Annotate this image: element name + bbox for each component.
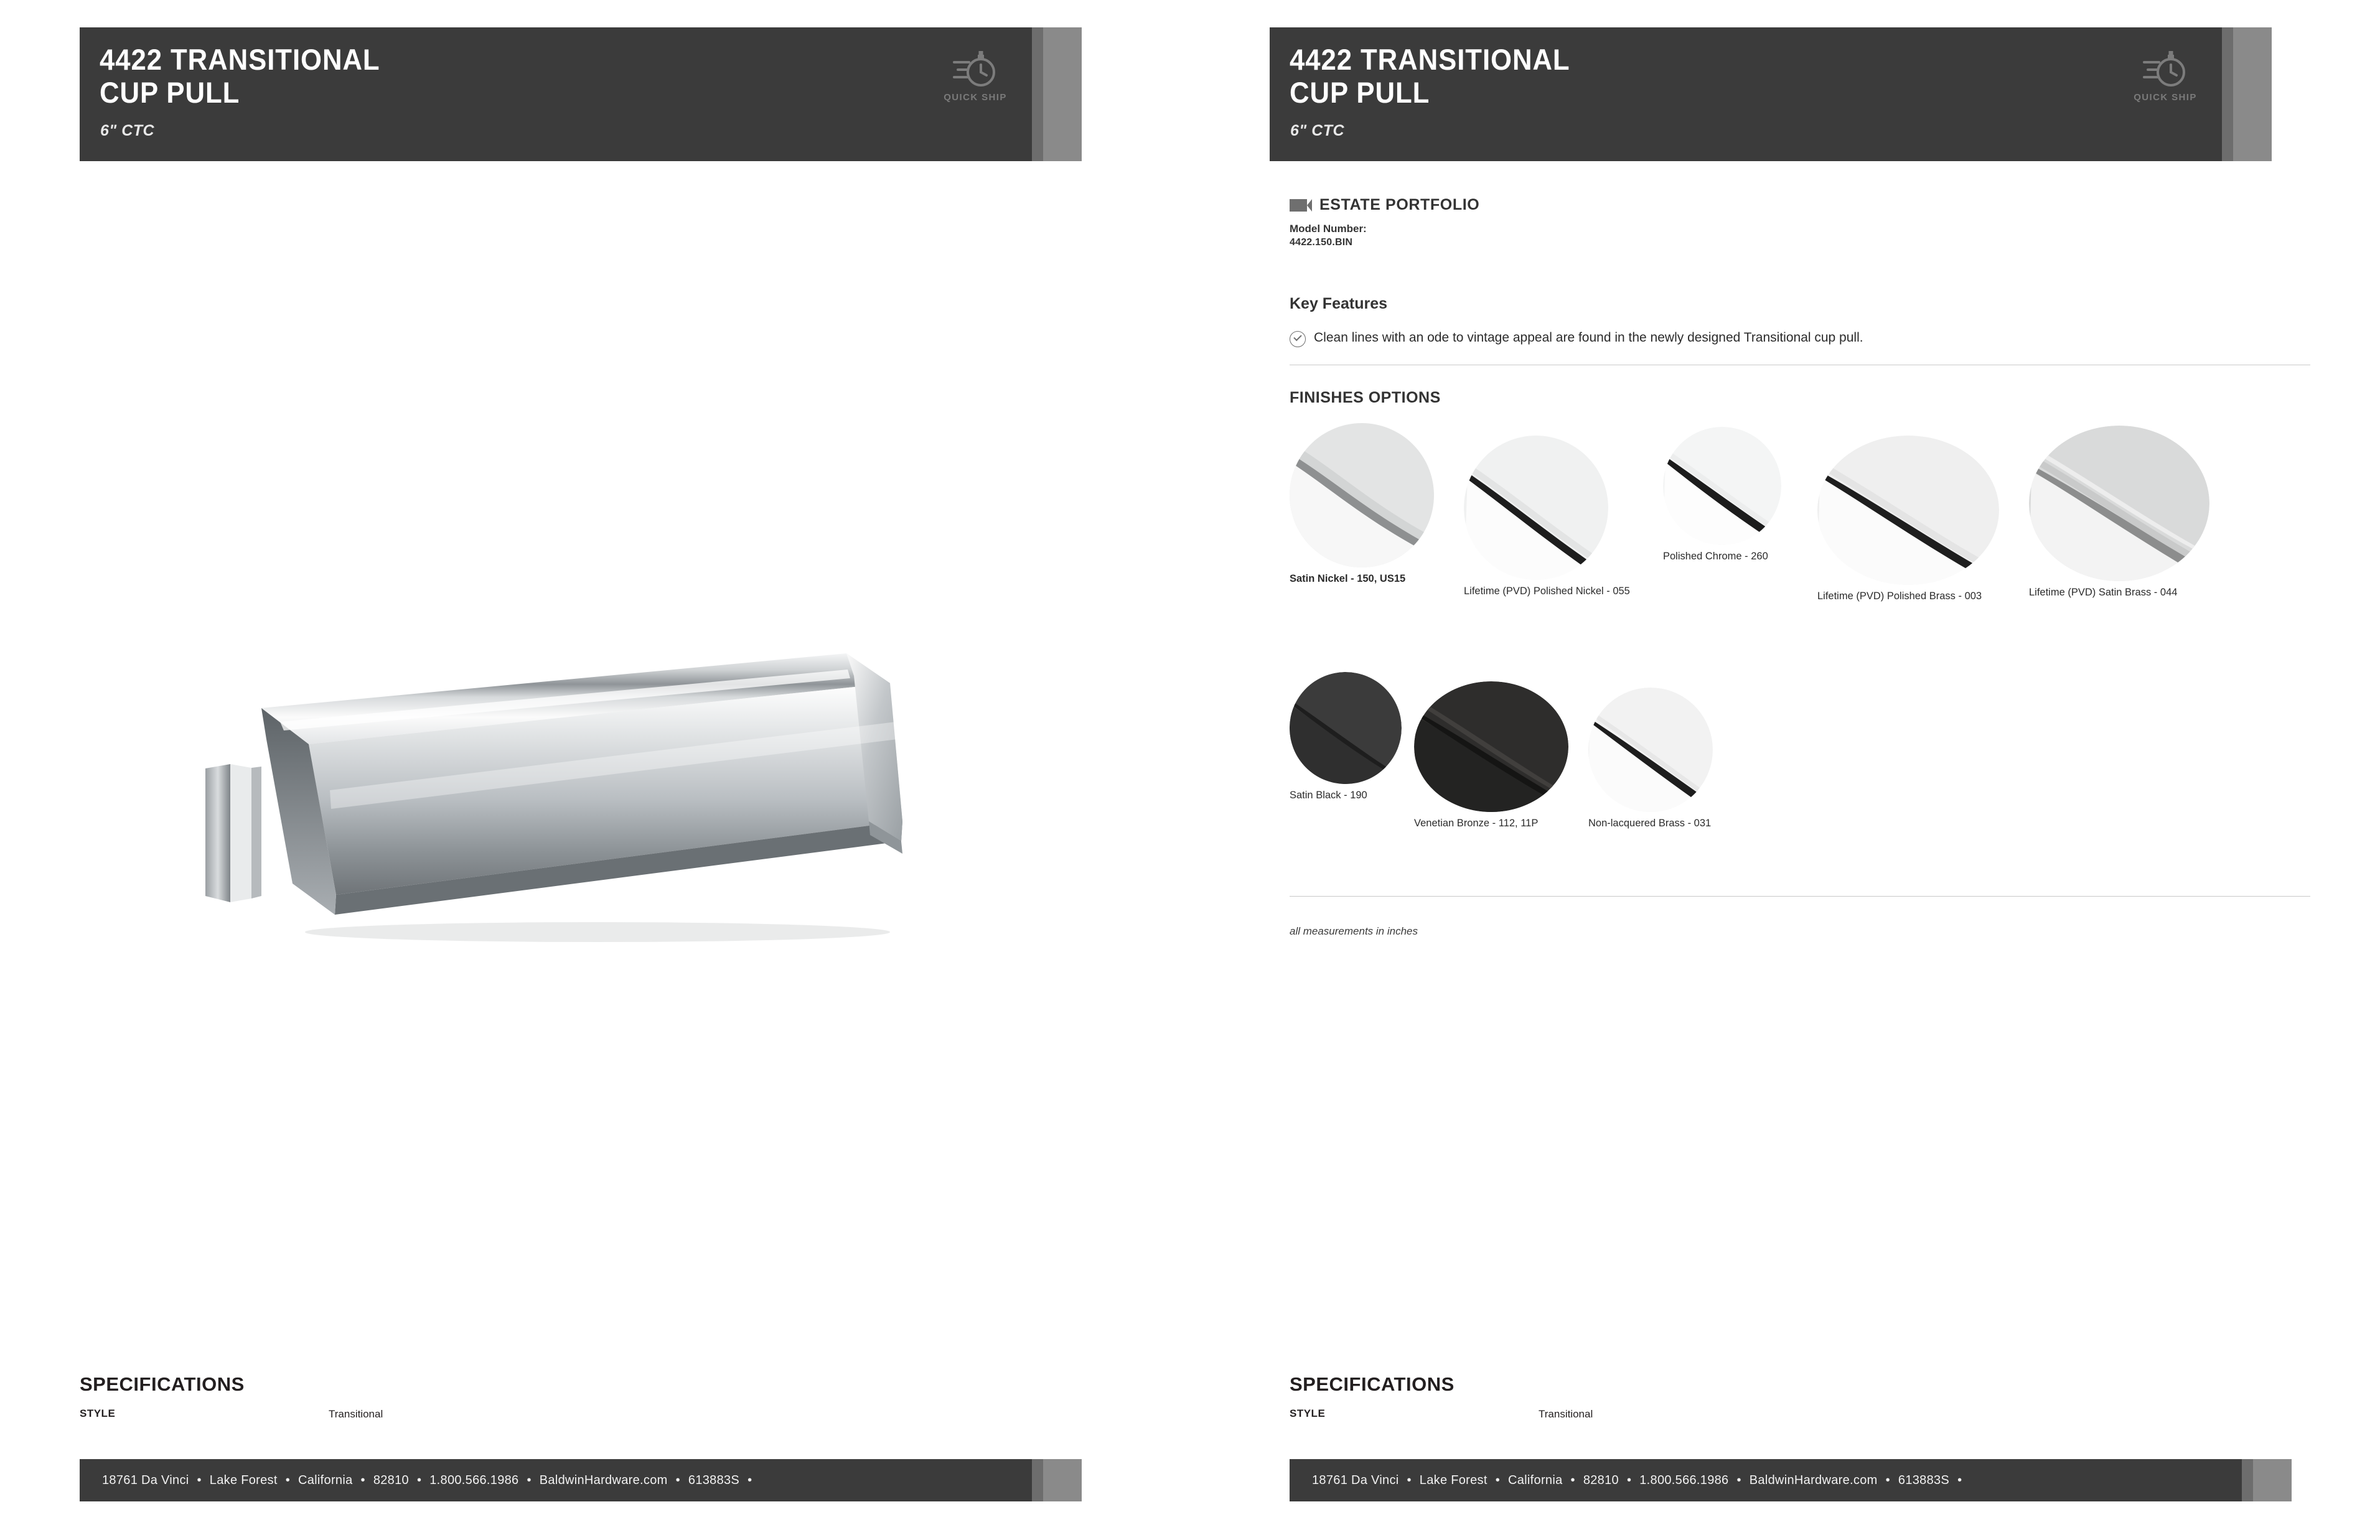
header-tail-light — [2233, 27, 2272, 161]
header-tail-mid — [1032, 27, 1043, 161]
page-subtitle-left: 6" CTC — [100, 122, 155, 139]
finishes-options-title: FINISHES OPTIONS — [1290, 389, 1441, 406]
finish-label: Venetian Bronze - 112, 11P — [1414, 818, 1539, 829]
page-footer-right — [1290, 1459, 2292, 1501]
footer-part: 82810 — [1583, 1473, 1619, 1487]
footer-part: BaldwinHardware.com — [539, 1473, 668, 1487]
finish-option-polished-nickel[interactable] — [1464, 436, 1630, 597]
footer-part: 18761 Da Vinci — [102, 1473, 189, 1487]
page-subtitle-right: 6" CTC — [1290, 122, 1345, 139]
divider — [1290, 896, 2310, 897]
finish-swatch[interactable] — [1588, 688, 1713, 812]
specifications-title-left: SPECIFICATIONS — [80, 1373, 245, 1395]
footer-part: Lake Forest — [1419, 1473, 1488, 1487]
page-title-line2: CUP PULL — [1290, 75, 1430, 109]
footer-separator: • — [527, 1473, 532, 1487]
finish-swatch[interactable] — [1290, 672, 1402, 784]
model-number-label: Model Number: — [1290, 223, 1367, 235]
page-title-line1: 4422 TRANSITIONAL — [100, 43, 380, 76]
quick-ship-label: QUICK SHIP — [944, 92, 1007, 103]
finish-option-polished-chrome[interactable] — [1663, 427, 1781, 562]
portfolio-label: ESTATE PORTFOLIO — [1319, 196, 1480, 213]
finish-swatch[interactable] — [2029, 426, 2209, 581]
spec-value-style-right: Transitional — [1539, 1408, 1593, 1420]
specifications-title-right: SPECIFICATIONS — [1290, 1373, 1455, 1395]
footer-separator: • — [1626, 1473, 1632, 1487]
quick-ship-badge-left — [929, 46, 1022, 103]
finish-swatch[interactable] — [1817, 436, 1999, 585]
footer-separator: • — [675, 1473, 680, 1487]
finish-option-polished-brass[interactable] — [1817, 436, 1999, 602]
footer-separator: • — [285, 1473, 291, 1487]
stopwatch-icon — [2143, 46, 2188, 91]
key-features-title: Key Features — [1290, 295, 1388, 312]
header-tail-light — [1043, 27, 1082, 161]
footer-part: 613883S — [688, 1473, 740, 1487]
footer-contact-right — [1312, 1459, 1970, 1501]
quick-ship-label: QUICK SHIP — [2134, 92, 2197, 103]
footer-separator: • — [197, 1473, 202, 1487]
page-header-left — [80, 27, 1082, 161]
stopwatch-icon — [953, 46, 998, 91]
finish-option-satin-brass[interactable] — [2029, 426, 2209, 599]
footer-part: 18761 Da Vinci — [1312, 1473, 1399, 1487]
cup-pull-product-photo — [187, 635, 1008, 983]
footer-separator: • — [1495, 1473, 1501, 1487]
footer-separator: • — [1570, 1473, 1575, 1487]
flag-icon — [1290, 199, 1312, 212]
check-circle-icon — [1290, 331, 1306, 347]
finish-option-venetian-bronze[interactable] — [1414, 681, 1568, 829]
footer-separator: • — [747, 1473, 752, 1487]
footer-separator: • — [416, 1473, 422, 1487]
finish-option-satin-black[interactable] — [1290, 672, 1402, 801]
header-tail-mid — [2222, 27, 2233, 161]
spec-key-style-right: STYLE — [1290, 1407, 1326, 1419]
finish-option-satin-nickel[interactable] — [1290, 423, 1434, 585]
footer-contact-left — [102, 1459, 760, 1501]
page-footer-left — [80, 1459, 1082, 1501]
finish-label: Polished Chrome - 260 — [1663, 551, 1768, 562]
page-title-line2: CUP PULL — [100, 75, 240, 109]
spec-value-style-left: Transitional — [329, 1408, 383, 1420]
finish-label: Lifetime (PVD) Polished Nickel - 055 — [1464, 586, 1630, 597]
footer-separator: • — [1885, 1473, 1890, 1487]
footer-tail-mid — [1032, 1459, 1043, 1501]
finish-label: Lifetime (PVD) Polished Brass - 003 — [1817, 590, 1982, 602]
portfolio-badge — [1290, 196, 1479, 214]
footer-tail-light — [2253, 1459, 2292, 1501]
page-title-right — [1290, 44, 1570, 109]
footer-part: 613883S — [1898, 1473, 1950, 1487]
finish-label: Lifetime (PVD) Satin Brass - 044 — [2029, 587, 2178, 598]
footer-part: 1.800.566.1986 — [429, 1473, 519, 1487]
quick-ship-badge-right — [2119, 46, 2212, 103]
footer-separator: • — [360, 1473, 365, 1487]
footer-part: 1.800.566.1986 — [1639, 1473, 1729, 1487]
key-feature-item — [1290, 330, 1863, 346]
footer-separator: • — [1736, 1473, 1741, 1487]
footer-separator: • — [1957, 1473, 1962, 1487]
footer-tail-light — [1043, 1459, 1082, 1501]
finish-option-nonlacquered-brass[interactable] — [1588, 688, 1713, 829]
key-feature-text: Clean lines with an ode to vintage appeal are found in the newly designed Transitional cup pull. — [1314, 330, 1863, 345]
footer-part: Lake Forest — [209, 1473, 278, 1487]
finish-label: Satin Black - 190 — [1290, 790, 1367, 801]
finish-label: Non-lacquered Brass - 031 — [1588, 818, 1712, 829]
page-title-line1: 4422 TRANSITIONAL — [1290, 43, 1570, 76]
page-header-right — [1270, 27, 2272, 161]
model-number-value: 4422.150.BIN — [1290, 237, 1353, 248]
spec-key-style-left: STYLE — [80, 1407, 116, 1419]
measurement-note: all measurements in inches — [1290, 925, 1418, 937]
finish-label: Satin Nickel - 150, US15 — [1290, 573, 1406, 584]
footer-part: California — [1508, 1473, 1563, 1487]
finish-swatch[interactable] — [1663, 427, 1781, 545]
finish-swatch[interactable] — [1464, 436, 1608, 580]
footer-separator: • — [1407, 1473, 1412, 1487]
footer-part: California — [298, 1473, 353, 1487]
page-title-left — [100, 44, 380, 109]
finish-swatch[interactable] — [1290, 423, 1434, 567]
footer-part: BaldwinHardware.com — [1749, 1473, 1878, 1487]
finish-swatch[interactable] — [1414, 681, 1568, 812]
footer-tail-mid — [2242, 1459, 2253, 1501]
footer-part: 82810 — [373, 1473, 409, 1487]
